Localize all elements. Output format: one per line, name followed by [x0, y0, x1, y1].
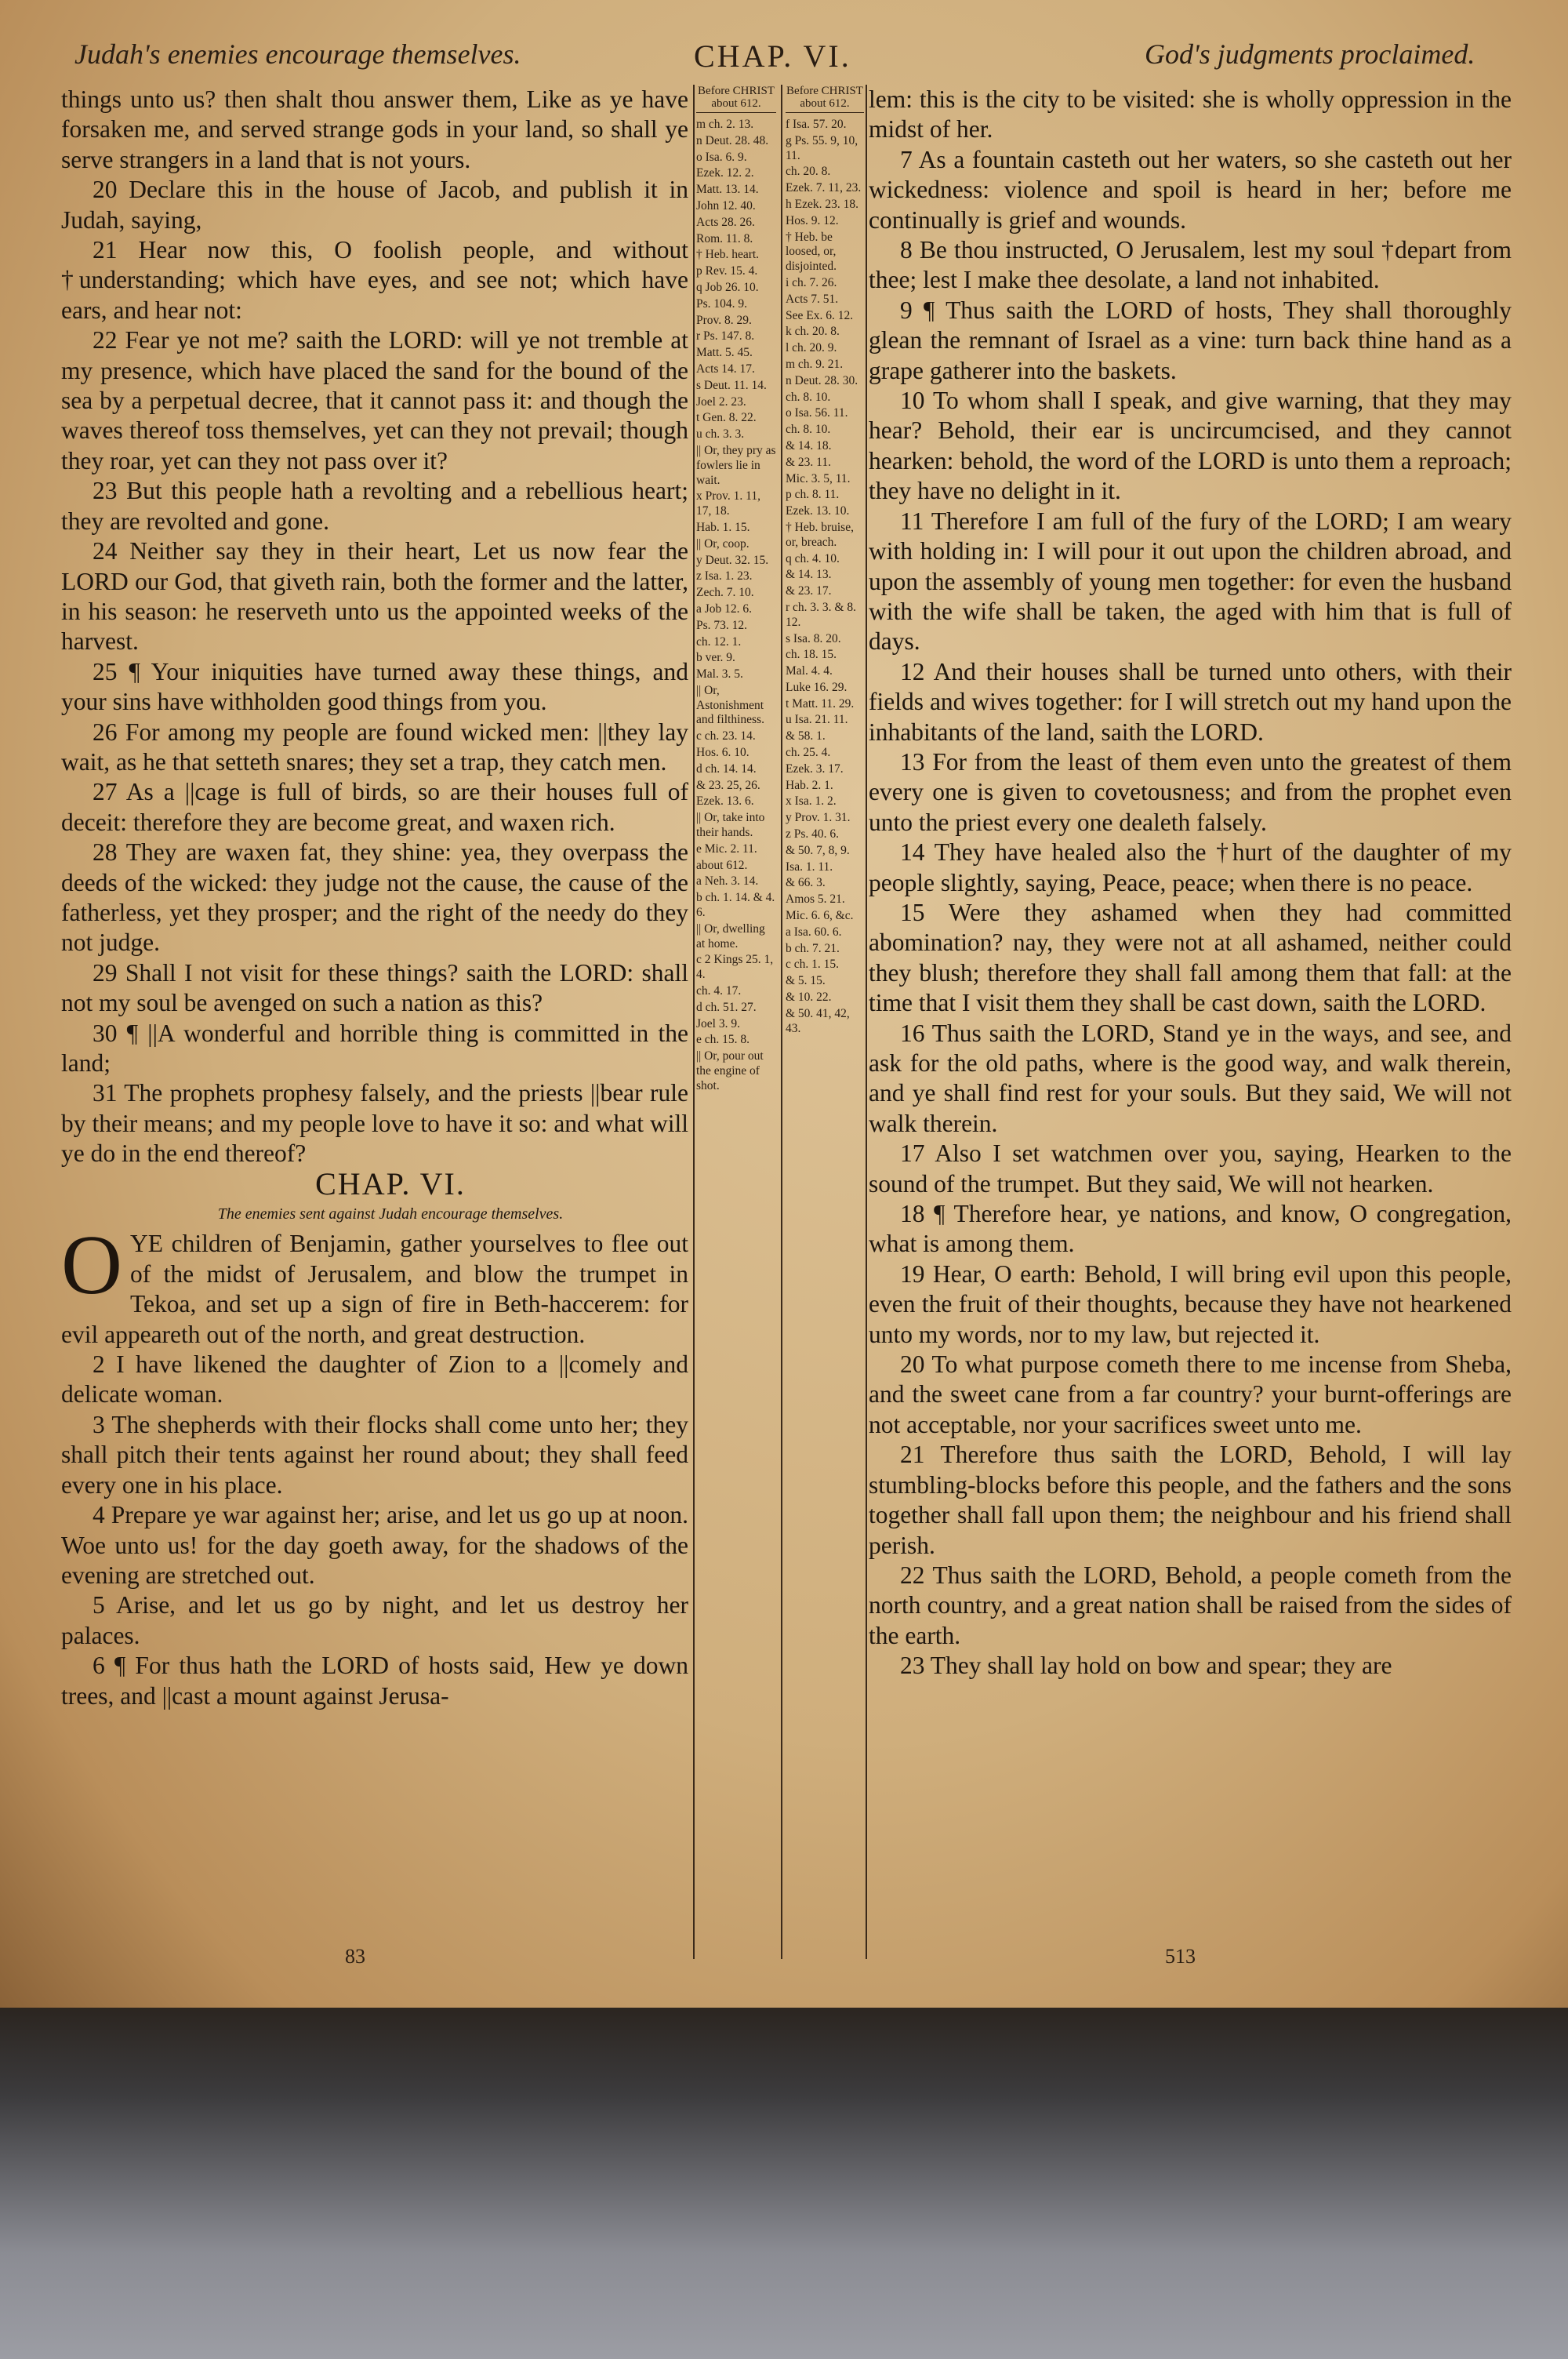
cross-reference: r Ps. 147. 8.: [696, 329, 755, 343]
cross-reference: p Rev. 15. 4.: [696, 264, 758, 278]
cross-reference: q ch. 4. 10.: [786, 551, 840, 565]
cross-reference: & 50. 7, 8, 9.: [786, 843, 850, 857]
verse-text: 20 To what purpose cometh there to me incense from Sheba, and the sweet cane from a far country? your burnt-offerings are not acceptable, nor your sacrifices sweet unto me.: [869, 1350, 1512, 1438]
cross-reference: & 50. 41, 42, 43.: [786, 1006, 850, 1035]
cross-reference: k ch. 20. 8.: [786, 325, 840, 339]
cross-reference: John 12. 40.: [696, 198, 756, 213]
cross-reference: Hab. 2. 1.: [786, 778, 833, 792]
column-rule: [781, 85, 782, 1959]
cross-reference: ch. 12. 1.: [696, 634, 742, 649]
cross-reference: Acts 28. 26.: [696, 215, 755, 229]
cross-reference: † Heb. heart.: [696, 248, 760, 262]
cross-reference: Mal. 3. 5.: [696, 667, 743, 682]
cross-reference: ch. 25. 4.: [786, 746, 831, 760]
left-text-column: [61, 85, 688, 1711]
cross-reference: m ch. 2. 13.: [696, 118, 754, 131]
cross-reference: || Or, take into their hands.: [696, 811, 765, 840]
cross-reference: u ch. 3. 3.: [696, 427, 745, 442]
cross-reference: o Isa. 56. 11.: [786, 406, 848, 420]
cross-reference-column-2: [786, 85, 864, 1038]
verse-text: 9 ¶ Thus saith the LORD of hosts, They shall thoroughly glean the remnant of Israel as a vine: turn back thine hand as a grape gatherer into the baskets.: [869, 296, 1512, 384]
cross-reference: q Job 26. 10.: [696, 280, 759, 294]
cross-reference: ch. 4. 17.: [696, 984, 742, 998]
cross-reference: Matt. 13. 14.: [696, 183, 759, 197]
verse-text: 24 Neither say they in their heart, Let us now fear the LORD our God, that giveth rain, both the former and the latter, in his season: he reserveth unto us the appointed weeks of the harvest.: [61, 537, 688, 656]
cross-reference: n Deut. 28. 30.: [786, 373, 858, 387]
cross-reference: & 14. 18.: [786, 438, 832, 453]
running-head-left: Judah's enemies encourage themselves.: [74, 38, 521, 70]
table-surface: [0, 2008, 1568, 2359]
cross-reference: h Ezek. 23. 18.: [786, 197, 858, 211]
column-rule: [693, 85, 695, 1959]
cross-reference: ch. 18. 15.: [786, 648, 837, 662]
cross-reference: m ch. 9. 21.: [786, 357, 844, 371]
cross-reference: Ezek. 3. 17.: [786, 761, 844, 776]
cross-reference: n Deut. 28. 48.: [696, 133, 769, 147]
cross-reference: Luke 16. 29.: [786, 680, 848, 694]
cross-reference: Hos. 6. 10.: [696, 746, 750, 760]
verse-text: lem: this is the city to be visited: she is wholly oppression in the midst of her.: [869, 85, 1512, 144]
cross-reference: b ch. 1. 14. & 4. 6.: [696, 891, 775, 920]
verse-text: 6 ¶ For thus hath the LORD of hosts said, Hew ye down trees, and ||cast a mount against Jerusa-: [61, 1652, 688, 1710]
verse-text: 28 They are waxen fat, they shine: yea, they overpass the deeds of the wicked: they judge not the cause, the cause of the fatherless, yet they prosper; and the right of the needy do they not judge.: [61, 838, 688, 957]
verse-text: things unto us? then shalt thou answer them, Like as ye have forsaken me, and served strange gods in your land, so shall ye serve strangers in a land that is not yours.: [61, 85, 688, 173]
cross-reference: s Deut. 11. 14.: [696, 378, 767, 392]
ref-header: Before CHRIST about 612.: [696, 85, 776, 113]
cross-reference: r ch. 3. 3. & 8. 12.: [786, 600, 856, 629]
page-number-right: 513: [1165, 1945, 1196, 1968]
verse-text: 23 But this people hath a revolting and a rebellious heart; they are revolted and gone.: [61, 477, 688, 535]
verse-text: 29 Shall I not visit for these things? saith the LORD: shall not my soul be avenged on such a nation as this?: [61, 958, 688, 1017]
cross-reference: Mic. 3. 5, 11.: [786, 471, 851, 485]
cross-reference: ch. 20. 8.: [786, 165, 831, 179]
cross-reference-column-1: [696, 85, 776, 1096]
cross-reference: Ezek. 7. 11, 23.: [786, 181, 862, 195]
cross-reference: c ch. 23. 14.: [696, 729, 756, 743]
cross-reference: a Neh. 3. 14.: [696, 874, 759, 889]
cross-reference: || Or, they pry as fowlers lie in wait.: [696, 443, 776, 487]
cross-reference: f Isa. 57. 20.: [786, 118, 847, 131]
cross-reference: & 14. 13.: [786, 568, 832, 582]
cross-reference: Mal. 4. 4.: [786, 664, 833, 678]
cross-reference: ch. 8. 10.: [786, 390, 831, 404]
cross-reference: t Gen. 8. 22.: [696, 411, 757, 425]
cross-reference: & 10. 22.: [786, 990, 832, 1005]
verse-text: 19 Hear, O earth: Behold, I will bring evil upon this people, even the fruit of their thoughts, because they have not hearkened unto my words, nor to my law, but rejected it.: [869, 1259, 1512, 1348]
verse-text: 17 Also I set watchmen over you, saying, Hearken to the sound of the trumpet. But they said, We will not hearken.: [869, 1140, 1512, 1198]
cross-reference: p ch. 8. 11.: [786, 488, 840, 502]
right-text-column: [869, 85, 1512, 1681]
cross-reference: Acts 14. 17.: [696, 362, 755, 376]
cross-reference: || Or, coop.: [696, 536, 750, 551]
verse-1-text: YE children of Benjamin, gather yourselves to flee out of the midst of Jerusalem, and blow the trumpet in Tekoa, and set up a sign of fire in Beth-haccerem: for evil appeareth out of the north, and great destruction.: [61, 1230, 688, 1348]
verse-text: 30 ¶ ||A wonderful and horrible thing is committed in the land;: [61, 1019, 688, 1077]
verse-text: 2 I have likened the daughter of Zion to a ||comely and delicate woman.: [61, 1350, 688, 1408]
verse-text: 16 Thus saith the LORD, Stand ye in the ways, and see, and ask for the old paths, where is the good way, and walk therein, and ye shall find rest for your souls. But they said, We will not walk therein.: [869, 1019, 1512, 1137]
cross-reference: Mic. 6. 6, &c.: [786, 909, 854, 923]
cross-reference: Matt. 5. 45.: [696, 346, 753, 360]
cross-reference: & 5. 15.: [786, 974, 826, 988]
cross-reference: Joel 2. 23.: [696, 394, 746, 409]
verse-text: 21 Hear now this, O foolish people, and without †understanding; which have eyes, and see not; which have ears, and hear not:: [61, 236, 688, 324]
cross-reference: Isa. 1. 11.: [786, 860, 833, 874]
verse-text: 12 And their houses shall be turned unto others, with their fields and wives together: for I will stretch out my hand upon the inhabitants of the land, saith the LORD.: [869, 657, 1512, 746]
verse-text: 23 They shall lay hold on bow and spear; they are: [900, 1652, 1392, 1680]
cross-reference: g Ps. 55. 9, 10, 11.: [786, 133, 858, 162]
cross-reference: d ch. 14. 14.: [696, 761, 757, 776]
cross-reference: Prov. 8. 29.: [696, 313, 752, 327]
cross-reference: & 23. 11.: [786, 455, 831, 469]
verse-text: 18 ¶ Therefore hear, ye nations, and know, O congregation, what is among them.: [869, 1200, 1512, 1258]
cross-reference: & 58. 1.: [786, 729, 826, 743]
cross-reference: See Ex. 6. 12.: [786, 308, 854, 322]
cross-reference: & 66. 3.: [786, 876, 826, 890]
cross-reference: z Isa. 1. 23.: [696, 569, 753, 583]
cross-reference: y Prov. 1. 31.: [786, 811, 851, 825]
verse-text: 21 Therefore thus saith the LORD, Behold, I will lay stumbling-blocks before this people, and the fathers and the sons together shall fall upon them; the neighbour and his friend shall perish.: [869, 1441, 1512, 1559]
page-number-left: 83: [345, 1945, 365, 1968]
cross-reference: b ch. 7. 21.: [786, 941, 840, 955]
cross-reference: about 612.: [696, 858, 748, 872]
cross-reference: Joel 3. 9.: [696, 1016, 740, 1030]
cross-reference: a Isa. 60. 6.: [786, 925, 842, 939]
cross-reference: x Prov. 1. 11, 17, 18.: [696, 489, 760, 518]
cross-reference: b ver. 9.: [696, 651, 735, 665]
cross-reference: || Or, pour out the engine of shot.: [696, 1049, 764, 1092]
verse-text: 27 As a ||cage is full of birds, so are their houses full of deceit: therefore they are become great, and waxen rich.: [61, 778, 688, 836]
cross-reference: † Heb. bruise, or, breach.: [786, 520, 854, 549]
verse-text: [61, 1219, 688, 1350]
cross-reference: Ps. 104. 9.: [696, 296, 748, 311]
verse-text: 13 For from the least of them even unto the greatest of them every one is given to covetousness; and from the prophet even unto the priest every one dealeth falsely.: [869, 747, 1512, 836]
cross-reference: Amos 5. 21.: [786, 892, 845, 907]
verse-text: 10 To whom shall I speak, and give warning, that they may hear? Behold, their ear is uncircumcised, and they cannot hearken: behold, the word of the LORD is unto them a reproach; they have no delight in it.: [869, 387, 1512, 505]
verse-text: 4 Prepare ye war against her; arise, and let us go up at noon. Woe unto us! for the day goeth away, for the shadows of the evening are stretched out.: [61, 1501, 688, 1589]
cross-reference: e ch. 15. 8.: [696, 1033, 750, 1047]
verse-text: 11 Therefore I am full of the fury of the LORD; I am weary with holding in: I will pour it out upon the children abroad, and upon the assembly of young men together: for even the husband with the wife shall be taken, the aged with him that is full of days.: [869, 507, 1512, 656]
cross-reference: & 23. 25, 26.: [696, 778, 760, 792]
cross-reference: z Ps. 40. 6.: [786, 827, 840, 841]
cross-reference: † Heb. be loosed, or, disjointed.: [786, 230, 837, 274]
cross-reference: || Or, dwelling at home.: [696, 921, 765, 951]
verse-text: 5 Arise, and let us go by night, and let us destroy her palaces.: [61, 1591, 688, 1649]
verse-text: 3 The shepherds with their flocks shall come unto her; they shall pitch their tents against her round about; they shall feed every one in his place.: [61, 1410, 688, 1499]
cross-reference: Rom. 11. 8.: [696, 231, 753, 245]
cross-reference: c ch. 1. 15.: [786, 958, 840, 972]
cross-reference: x Isa. 1. 2.: [786, 794, 837, 809]
ref-header: Before CHRIST about 612.: [786, 85, 864, 113]
drop-cap: O: [61, 1219, 122, 1313]
running-head-chapter: CHAP. VI.: [694, 38, 851, 74]
verse-text: 22 Fear ye not me? saith the LORD: will ye not tremble at my presence, which have placed the sand for the bound of the sea by a perpetual decree, that it cannot pass it: and though the waves thereof toss themselves, yet can they not prevail; though they roar, yet can they not pass over it?: [61, 326, 688, 474]
verse-text: 15 Were they ashamed when they had committed abomination? nay, they were not at all ashamed, neither could they blush; therefore they shall fall among them that fall: at the time that I visit them they shall be cast down, saith the LORD.: [869, 898, 1512, 1017]
cross-reference: s Isa. 8. 20.: [786, 631, 841, 645]
cross-reference: Ps. 73. 12.: [696, 618, 748, 632]
cross-reference: Acts 7. 51.: [786, 292, 839, 306]
column-rule: [866, 85, 867, 1959]
verse-text: 22 Thus saith the LORD, Behold, a people cometh from the north country, and a great nation shall be raised from the sides of the earth.: [869, 1561, 1512, 1649]
cross-reference: Hos. 9. 12.: [786, 213, 839, 227]
cross-reference: c 2 Kings 25. 1, 4.: [696, 953, 774, 982]
cross-reference: Ezek. 13. 10.: [786, 504, 850, 518]
verse-text: 20 Declare this in the house of Jacob, and publish it in Judah, saying,: [61, 176, 688, 234]
cross-reference: & 23. 17.: [786, 584, 832, 598]
cross-reference: Ezek. 13. 6.: [696, 794, 754, 809]
cross-reference: Ezek. 12. 2.: [696, 166, 754, 180]
running-head-right: God's judgments proclaimed.: [1145, 38, 1475, 70]
cross-reference: ch. 8. 10.: [786, 423, 831, 437]
cross-reference: e Mic. 2. 11.: [696, 841, 757, 856]
cross-reference: Hab. 1. 15.: [696, 520, 750, 534]
cross-reference: d ch. 51. 27.: [696, 1000, 757, 1014]
cross-reference: o Isa. 6. 9.: [696, 150, 747, 164]
cross-reference: y Deut. 32. 15.: [696, 553, 769, 567]
verse-text: 31 The prophets prophesy falsely, and the priests ||bear rule by their means; and my people love to have it so: and what will ye do in the end thereof?: [61, 1079, 688, 1168]
cross-reference: || Or, Astonishment and filthiness.: [696, 683, 764, 727]
verse-text: 8 Be thou instructed, O Jerusalem, lest my soul †depart from thee; lest I make thee desolate, a land not inhabited.: [869, 236, 1512, 294]
verse-text: 26 For among my people are found wicked men: ||they lay wait, as he that setteth snares; they set a trap, they catch men.: [61, 718, 688, 776]
verse-text: 14 They have healed also the †hurt of the daughter of my people slightly, saying, Peace, peace; when there is no peace.: [869, 838, 1512, 896]
cross-reference: t Matt. 11. 29.: [786, 696, 855, 711]
cross-reference: a Job 12. 6.: [696, 602, 753, 616]
verse-text: 25 ¶ Your iniquities have turned away these things, and your sins have withholden good things from you.: [61, 657, 688, 716]
cross-reference: Zech. 7. 10.: [696, 586, 754, 600]
verse-text: 7 As a fountain casteth out her waters, so she casteth out her wickedness: violence and spoil is heard in her; before me continually is grief and wounds.: [869, 145, 1512, 234]
ref-list-1: [696, 118, 776, 1094]
chapter-summary: The enemies sent against Judah encourage themselves.: [217, 1205, 564, 1223]
cross-reference: l ch. 20. 9.: [786, 341, 837, 355]
chapter-title: CHAP. VI.: [315, 1165, 466, 1201]
cross-reference: i ch. 7. 26.: [786, 275, 837, 289]
ref-list-2: [786, 118, 864, 1036]
cross-reference: u Isa. 21. 11.: [786, 713, 848, 727]
